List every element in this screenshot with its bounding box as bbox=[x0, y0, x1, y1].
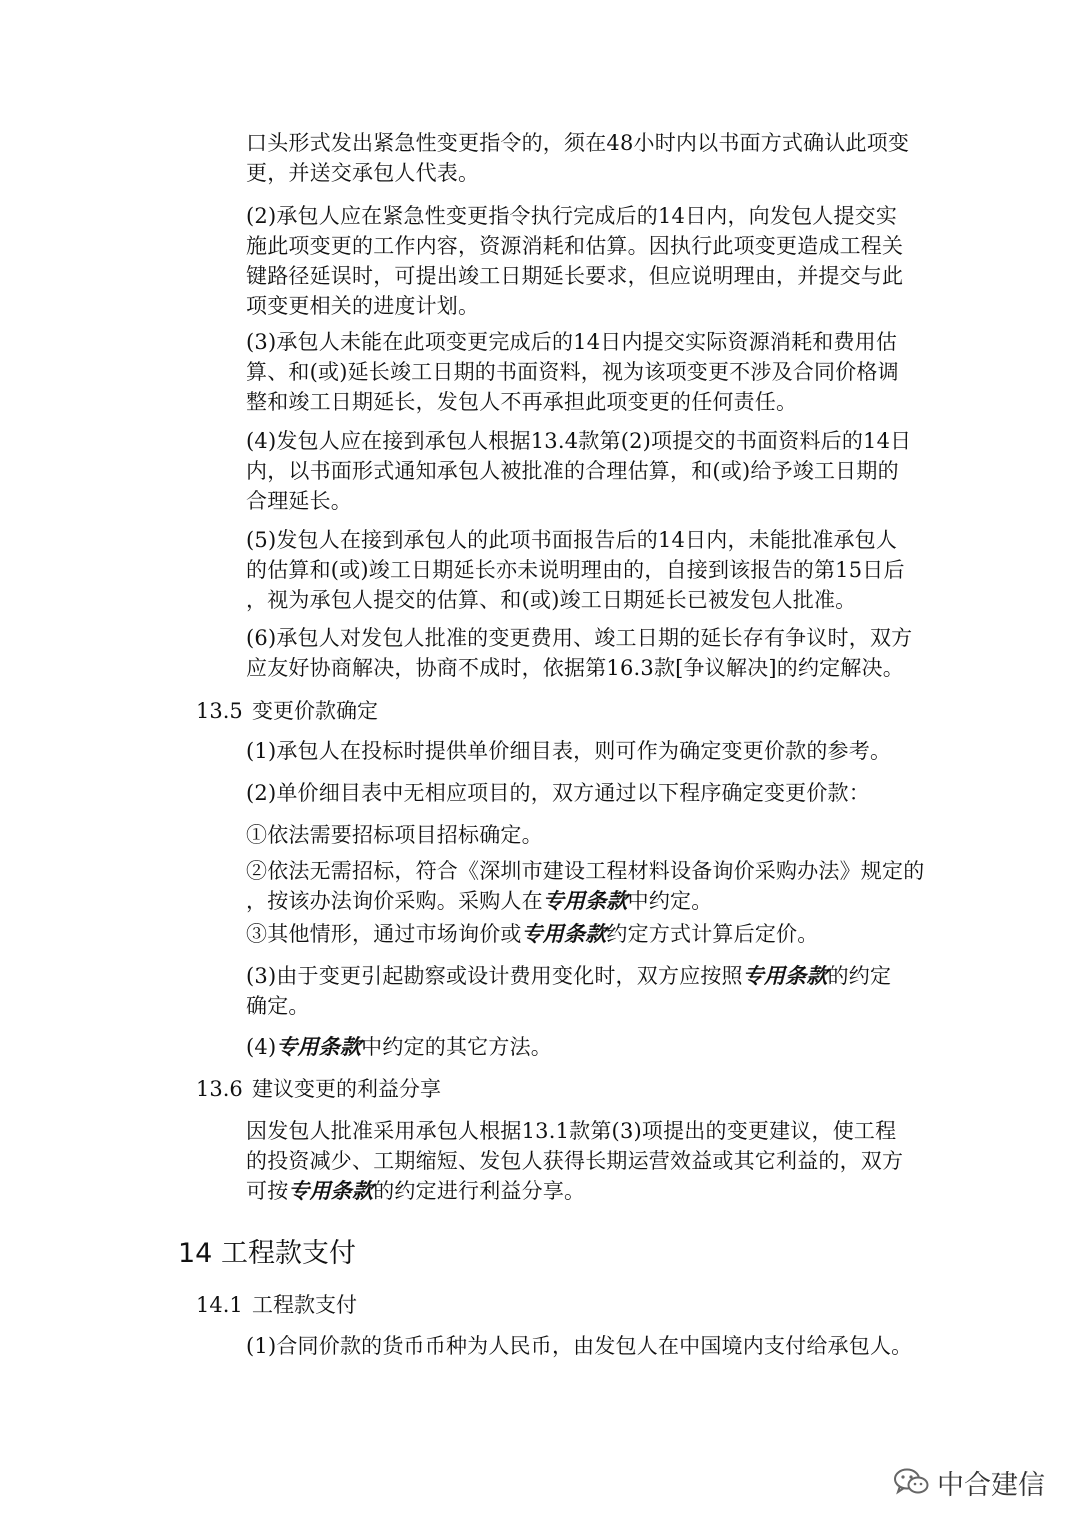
paragraph-circled-2: ②依法无需招标，符合《深圳市建设工程材料设备询价采购办法》规定的 ，按该办法询价采购。采购人在专用条款中约定。 bbox=[246, 859, 925, 913]
wechat-icon bbox=[893, 1467, 929, 1497]
paragraph-circled-1: ①依法需要招标项目招标确定。 bbox=[246, 823, 543, 847]
paragraph-13-6-body: 因发包人批准采用承包人根据13.1款第(3)项提出的变更建议，使工程 的投资减少、工期缩短、发包人获得长期运营效益或其它利益的，双方 可按专用条款的约定进行利益分享。 bbox=[246, 1119, 904, 1203]
paragraph-circled-3: ③其他情形，通过市场询价或专用条款约定方式计算后定价。 bbox=[246, 921, 819, 946]
paragraph-13-5-item-3: (3)由于变更引起勘察或设计费用变化时，双方应按照专用条款的约定 确定。 bbox=[246, 963, 892, 1018]
section-heading-13-6: 13.6 建议变更的利益分享 bbox=[196, 1077, 441, 1101]
paragraph-item-5: (5)发包人在接到承包人的此项书面报告后的14日内，未能批准承包人 的估算和(或)竣工日期延长亦未说明理由的，自接到该报告的第15日后 ，视为承包人提交的估算、和(或)竣工日期延长已被发包人批准。 bbox=[246, 528, 905, 612]
paragraph-item-4: (4)发包人应在接到承包人根据13.4款第(2)项提交的书面资料后的14日 内，以书面形式通知承包人被批准的合理估算，和(或)给予竣工日期的 合理延长。 bbox=[246, 429, 912, 513]
watermark bbox=[893, 1462, 1045, 1502]
paragraph-13-5-item-2: (2)单价细目表中无相应项目的，双方通过以下程序确定变更价款： bbox=[246, 781, 870, 805]
chapter-heading-14: 14 工程款支付 bbox=[178, 1238, 356, 1269]
paragraph-urgent-change-confirm: 口头形式发出紧急性变更指令的，须在48小时内以书面方式确认此项变 更，并送交承包人代表。 bbox=[246, 131, 910, 185]
paragraph-item-2: (2)承包人应在紧急性变更指令执行完成后的14日内，向发包人提交实 施此项变更的工作内容，资源消耗和估算。因执行此项变更造成工程关 键路径延误时，可提出竣工日期延长要求，但应说明理由，并提交与此 项变更相关的进度计划。 bbox=[246, 204, 904, 318]
section-heading-13-5: 13.5 变更价款确定 bbox=[196, 699, 378, 723]
paragraph-13-5-item-4: (4)专用条款中约定的其它方法。 bbox=[246, 1034, 552, 1059]
section-heading-14-1: 14.1 工程款支付 bbox=[196, 1293, 357, 1317]
paragraph-14-1-item-1: (1)合同价款的货币币种为人民币，由发包人在中国境内支付给承包人。 bbox=[246, 1334, 913, 1358]
paragraph-item-6: (6)承包人对发包人批准的变更费用、竣工日期的延长存有争议时，双方 应友好协商解决，协商不成时，依据第16.3款[争议解决]的约定解决。 bbox=[246, 626, 913, 680]
paragraph-13-5-item-1: (1)承包人在投标时提供单价细目表，则可作为确定变更价款的参考。 bbox=[246, 739, 892, 763]
paragraph-item-3: (3)承包人未能在此项变更完成后的14日内提交实际资源消耗和费用估 算、和(或)延长竣工日期的书面资料，视为该项变更不涉及合同价格调 整和竣工日期延长，发包人不再承担此项变更的任何责任。 bbox=[246, 330, 899, 414]
watermark-text: 中合建信 bbox=[937, 1469, 1045, 1501]
